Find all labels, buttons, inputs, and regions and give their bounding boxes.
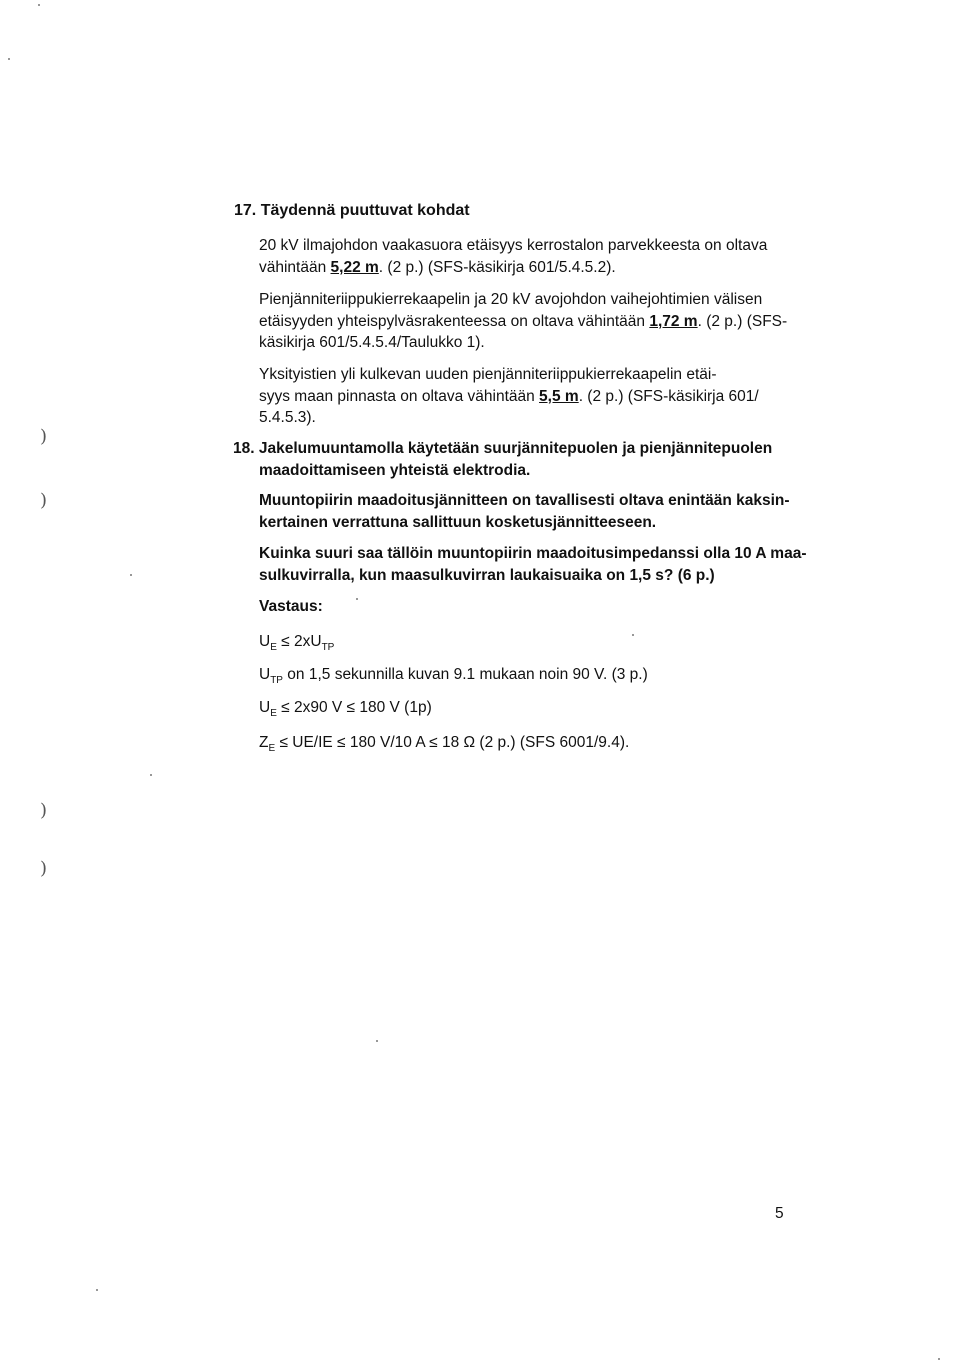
scan-dot <box>8 58 10 60</box>
scan-dot <box>38 4 40 6</box>
text-line: Pienjänniteriippukierrekaapelin ja 20 kV avojohdon vaihejohtimien välisen <box>259 291 763 308</box>
text-line: käsikirja 601/5.4.5.4/Taulukko 1). <box>259 334 485 351</box>
text-line: kertainen verrattuna sallittuun kosketusjännitteeseen. <box>259 513 657 531</box>
formula-3: $U_E \le 2x90$ V ≤ 180 V (1p) <box>259 699 432 719</box>
formula-2: $U_{TP}$ on 1,5 sekunnilla kuvan 9.1 mukaan noin 90 V. (3 p.) <box>259 666 648 686</box>
text-line: etäisyyden yhteispylväsrakenteessa on oltava vähintään 1,72 m. (2 p.) (SFS- <box>259 312 788 330</box>
question-18-question <box>259 543 807 586</box>
filled-answer: 1,72 m <box>649 312 698 330</box>
text-line: vähintään 5,22 m. (2 p.) (SFS-käsikirja 601/5.4.5.2). <box>259 258 616 276</box>
text-line: Kuinka suuri saa tällöin muuntopiirin maadoitusimpedanssi olla 10 A maa- <box>259 545 807 562</box>
answer-label: Vastaus: <box>259 598 323 615</box>
scan-mark: ) <box>40 490 48 511</box>
scan-dot <box>938 1358 940 1360</box>
scan-dot <box>96 1289 98 1291</box>
text-line: syys maan pinnasta on oltava vähintään 5,5 m. (2 p.) (SFS-käsikirja 601/ <box>259 387 759 405</box>
question-17-title: 17. Täydennä puuttuvat kohdat <box>234 202 470 219</box>
question-18-intro <box>233 438 772 481</box>
text-line: maadoittamiseen yhteistä elektrodia. <box>259 461 531 479</box>
text-line: 18. Jakelumuuntamolla käytetään suurjännitepuolen ja pienjännitepuolen <box>233 440 773 457</box>
scan-dot <box>356 598 358 600</box>
text-line: sulkuvirralla, kun maasulkuvirran laukaisuaika on 1,5 s? (6 p.) <box>259 566 715 584</box>
q17-paragraph-1 <box>259 235 767 278</box>
q17-paragraph-3 <box>259 364 759 429</box>
scan-mark: ) <box>40 426 48 447</box>
text-line: Yksityistien yli kulkevan uuden pienjänniteriippukierrekaapelin etäi- <box>259 366 717 383</box>
scan-mark: ) <box>40 858 48 879</box>
page-number: 5 <box>775 1205 784 1222</box>
text-line: 5.4.5.3). <box>259 409 316 426</box>
scan-dot <box>130 574 132 576</box>
scan-dot <box>632 634 634 636</box>
scan-dot <box>150 774 152 776</box>
question-18-statement <box>259 490 790 533</box>
q17-paragraph-2 <box>259 289 787 354</box>
formula-1: $U_E \le 2xU_{TP}$ <box>259 633 335 653</box>
filled-answer: 5,5 m <box>539 387 579 405</box>
filled-answer: 5,22 m <box>330 258 379 276</box>
scan-mark: ) <box>40 800 48 821</box>
scan-dot <box>376 1040 378 1042</box>
formula-4: $Z_E \le UE/IE \le 180$ V/10 A ≤ 18 Ω (2 p.) (SFS 6001/9.4). <box>259 734 630 754</box>
text-line: 20 kV ilmajohdon vaakasuora etäisyys kerrostalon parvekkeesta on oltava <box>259 237 768 254</box>
text-line: Muuntopiirin maadoitusjännitteen on tavallisesti oltava enintään kaksin- <box>259 492 790 509</box>
